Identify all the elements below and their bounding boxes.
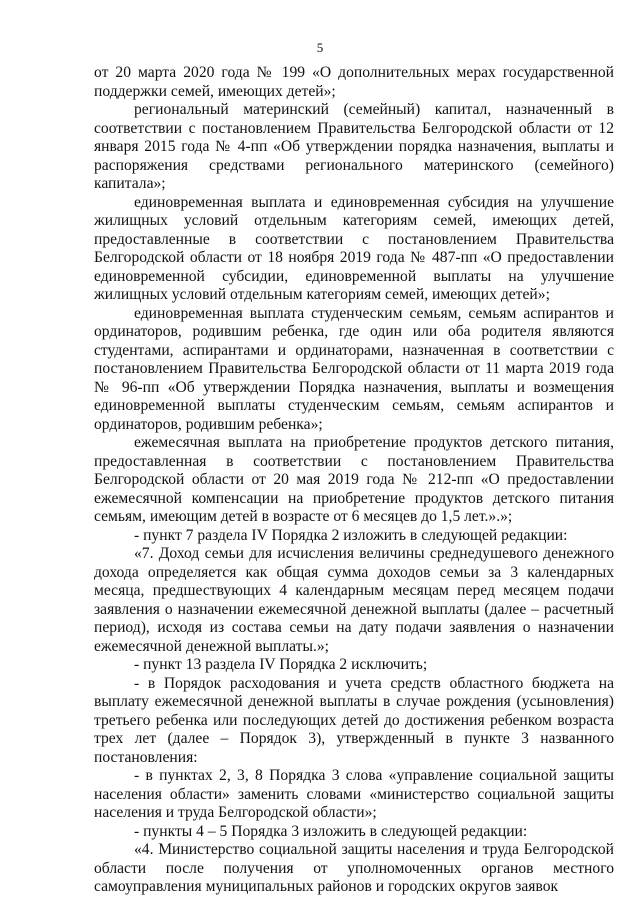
paragraph: - пункт 13 раздела IV Порядка 2 исключить; [134,656,428,673]
paragraph: - в Порядок расходования и учета средств областного бюджета на выплату ежемесячной денежной выплаты в случае рождения (усыновления) третьего ребенка или последующих детей до достижения ребенком возраста трех лет (далее – Порядок 3), утвержденный в пункте 3 названного постановления: [94,674,614,766]
paragraph: - пункты 4 – 5 Порядка 3 изложить в следующей редакции: [134,822,528,840]
paragraph: ежемесячная выплата на приобретение продуктов детского питания, предоставленная в соответствии с постановлением Правительства Белгородской области от 20 мая 2019 года № 212-пп «О предоставлении ежемесячной компенсации на приобретение продуктов детского питания семьям, имеющим детей в возрасте от 6 месяцев до 1,5 лет.».»; [94,434,614,525]
paragraph: «4. Министерство социальной защиты населения и труда Белгородской области после получения от уполномоченных органов местного самоуправления муниципальных районов и городских округов заявок [94,841,614,895]
paragraph: - в пунктах 2, 3, 8 Порядка 3 слова «управление социальной защиты населения области» заменить словами «министерство социальной защиты населения и труда Белгородской области»; [94,767,614,821]
page-number: 5 [316,40,324,55]
paragraph: - пункт 7 раздела IV Порядка 2 изложить в следующей редакции: [134,526,568,544]
paragraph: от 20 марта 2020 года № 199 «О дополнительных мерах государственной поддержки семей, имеющих детей»; [94,64,614,100]
paragraph: «7. Доход семьи для исчисления величины среднедушевого денежного дохода определяется как общая сумма доходов семьи за 3 календарных месяца, предшествующих 4 календарным месяцам перед месяцем подачи заявления о назначении ежемесячной денежной выплаты (далее – расчетный период), исходя из состава семьи на дату подачи заявления о назначении ежемесячной денежной выплаты.»; [94,545,614,655]
document-body [94,64,614,897]
paragraph: единовременная выплата и единовременная субсидия на улучшение жилищных условий отдельным категориям семей, имеющих детей, предоставленные в соответствии с постановлением Правительства Белгородской области от 18 ноября 2019 года № 487-пп «О предоставлении единовременной субсидии, единовременной выплаты на улучшение жилищных условий отдельным категориям семей, имеющих детей»; [94,193,614,303]
paragraph: региональный материнский (семейный) капитал, назначенный в соответствии с постановлением Правительства Белгородской области от 12 января 2015 года № 4-пп «Об утверждении порядка назначения, выплаты и распоряжения средствами регионального материнского (семейного) капитала»; [94,101,614,192]
paragraph: единовременная выплата студенческим семьям, семьям аспирантов и ординаторов, родившим ребенка, где один или оба родителя являются студентами, аспирантами и ординаторами, назначенная в соответствии с постановлением Правительства Белгородской области от 11 марта 2019 года № 96-пп «Об утверждении Порядка назначения, выплаты и возмещения единовременной выплаты студенческим семьям, семьям аспирантов и ординаторов, родившим ребенка»; [94,304,614,433]
